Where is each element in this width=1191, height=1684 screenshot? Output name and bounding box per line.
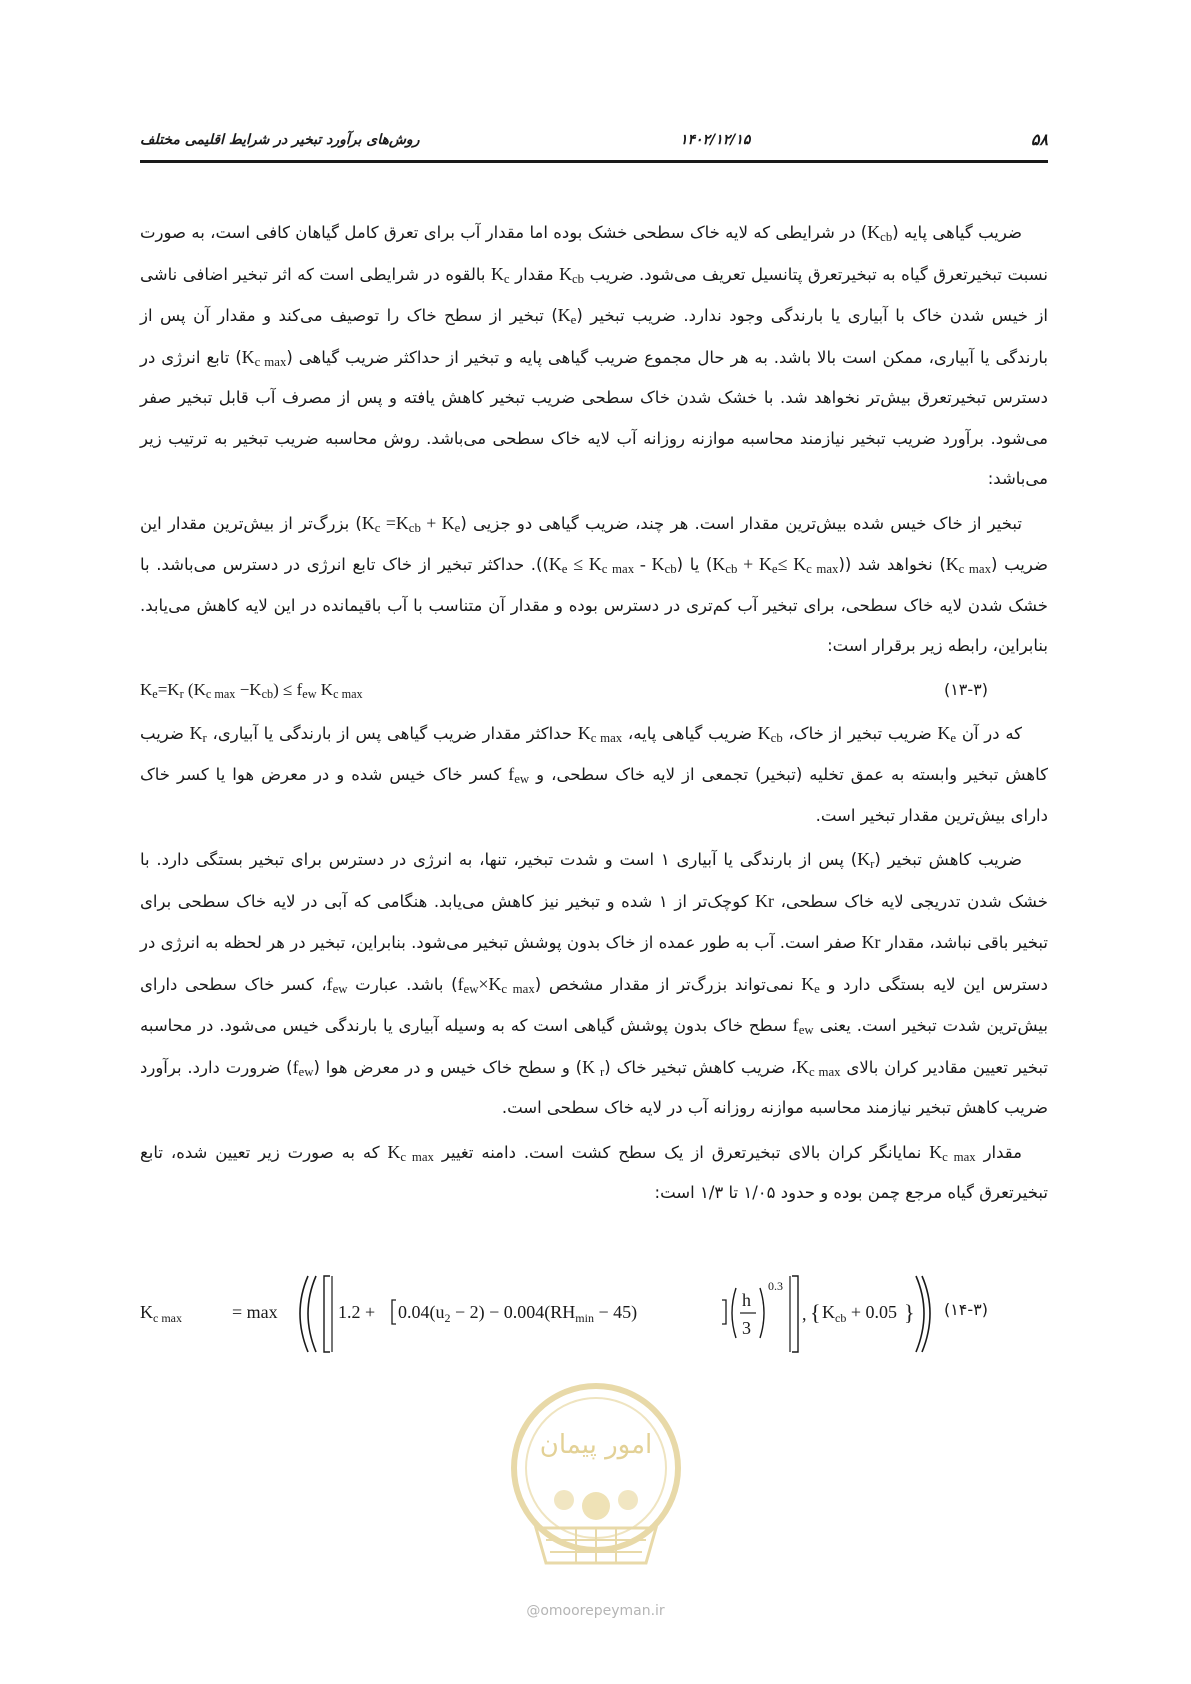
symbol-few: $f_{ew}$ — [326, 973, 348, 996]
body-text — [140, 212, 1048, 1217]
text-run: سطح خاک بدون پوشش گیاهی است که به وسیله آبیاری یا بارندگی خیس می‌شود. در محاسبه تبخیر تعیین مقادیر کران بالای — [140, 1016, 1048, 1077]
text-run: ضریب کاهش تبخیر وابسته به عمق تخلیه (تبخیر) تجمعی از لایه خاک سطحی، و — [140, 723, 1048, 784]
page-number: ۵۸ — [1030, 130, 1048, 149]
text-run: ، ضریب کاهش تبخیر خاک ( — [604, 1057, 797, 1077]
symbol-few: $f_{ew}$ — [508, 764, 530, 787]
eq14-lhs: $K_{c max}$ — [140, 1302, 182, 1325]
text-run: ، کسر خاک سطحی دارای بیش‌ترین شدت تبخیر است. یعنی — [140, 974, 1048, 1035]
equation-13-formula: $K_e=K_r$ $(K_{c max} -K_{cb}) \le f_{ew}$ $K_{c max}$ — [140, 679, 363, 701]
text-run: ضریب تبخیر از خاک، — [782, 723, 938, 743]
left-brace: { — [810, 1300, 821, 1325]
symbol-kr-plain: Kr — [755, 890, 774, 911]
expr-inequality-2: $K_e \le K_{c max} - K_{cb}$ — [548, 554, 677, 577]
text-run: کوچک‌تر از ۱ شده و تبخیر نیز کاهش می‌یابد. هنگامی که آبی در لایه خاک سطحی برای تبخیر باقی نباشد، مقدار — [140, 891, 1049, 952]
right-bracket — [792, 1276, 798, 1352]
text-run: ضریب گیاهی پایه، — [622, 723, 758, 743]
left-paren — [300, 1276, 308, 1352]
symbol-kcmax: $K_{c max}$ — [577, 722, 623, 745]
text-run: بالقوه در شرایطی است که اثر تبخیر اضافی ناشی از خیس شدن خاک با آبیاری یا بارندگی وجود ندارد. ضریب تبخیر ( — [140, 264, 1048, 325]
header-date: ۱۴۰۲/۱۲/۱۵ — [680, 132, 751, 148]
equation-14-formula — [140, 1268, 940, 1358]
symbol-kr: $K_r$ — [189, 722, 207, 745]
paragraph-2 — [140, 503, 1048, 667]
running-title: روش‌های برآورد تبخیر در شرایط اقلیمی مختلف — [140, 132, 420, 148]
text-run: ) در شرایطی که لایه خاک سطحی خشک بوده اما مقدار آب برای تعرق کامل گیاهان کافی است، به صورت نسبت تبخیرتعرق گیاه به تبخیرتعرق پتانسیل تعریف می‌شود. ضریب — [140, 223, 1049, 284]
text-run: نمی‌تواند بزرگ‌تر از مقدار مشخص ( — [534, 974, 802, 994]
symbol-kc: $K_c$ — [491, 263, 510, 286]
eq14-kcb-term: $K_{cb} + 0.05$ — [822, 1302, 897, 1325]
text-run: ضریب گیاهی پایه ( — [892, 223, 1022, 242]
text-run: مقدار — [509, 264, 560, 284]
text-run: ) یا ( — [676, 555, 713, 574]
symbol-few: $f_{ew}$ — [792, 1015, 814, 1038]
text-run: ) نخواهد شد (( — [838, 555, 946, 574]
text-run: ضریب کاهش تبخیر ( — [874, 850, 1022, 869]
text-run: ) و سطح خاک خیس و در معرض هوا ( — [313, 1057, 583, 1077]
page-header — [140, 128, 1048, 156]
text-run: ) بزرگ‌تر از بیش‌ترین مقدار این ضریب ( — [140, 513, 1048, 574]
text-run: کسر خاک خیس شده و در معرض هوا یا کسر خاک دارای بیش‌ترین مقدار تبخیر است. — [140, 765, 1048, 825]
symbol-kcmax: $K_{c max}$ — [945, 554, 992, 577]
inner-right-bracket — [722, 1300, 726, 1324]
paragraph-5 — [140, 1132, 1048, 1214]
symbol-ke: $K_e$ — [557, 305, 577, 328]
symbol-kcmax: $K_{c max}$ — [796, 1056, 841, 1079]
symbol-few: $f_{ew}$ — [292, 1056, 314, 1079]
symbol-kcb: $K_{cb}$ — [559, 263, 585, 286]
text-run: حداکثر مقدار ضریب گیاهی پس از بارندگی یا آبیاری، — [206, 723, 578, 743]
symbol-kcb: $K_{cb}$ — [757, 722, 783, 745]
symbol-kcmax: $K_{c max}$ — [241, 346, 287, 369]
watermark-emblem — [506, 1378, 686, 1588]
symbol-kr: $K_r$ — [857, 849, 875, 872]
text-run: ) تابع انرژی در دسترس تبخیرتعرق بیش‌تر نخواهد شد. با خشک شدن خاک سطحی ضریب تبخیر کاهش یافته و پس از مصرف آب قابل تبخیر صفر می‌شود. برآورد ضریب تبخیر نیازمند محاسبه موازنه روزانه آب لایه خاک سطحی می‌باشد. روش محاسبه ضریب تبخیر به ترتیب زیر می‌باشد: — [140, 347, 1048, 488]
symbol-kr: K $_r$ — [582, 1056, 605, 1079]
frac-denominator: 3 — [742, 1318, 751, 1338]
eq14-comma: , — [802, 1304, 807, 1324]
paragraph-3 — [140, 713, 1048, 837]
paragraph-4 — [140, 839, 1048, 1129]
watermark-logo — [506, 1378, 686, 1588]
expr-kc-sum: $K_c =K_{cb} + K_e$ — [361, 512, 461, 535]
symbol-ke: $K_e$ — [937, 722, 957, 745]
right-paren-inner — [916, 1276, 924, 1352]
text-run: صفر است. آب به طور عمده از خاک بدون پوشش تبخیر می‌شود. بنابراین، تبخیر در هر لحظه به انرژی در دسترس این لایه بستگی دارد و — [140, 933, 1048, 994]
symbol-ke: $K_e$ — [801, 973, 820, 996]
frac-numerator: h — [742, 1290, 751, 1310]
eq14-term-2: $0.04(u_2 - 2) - 0.004(RH_{min} - 45)$ — [398, 1302, 638, 1325]
equation-14-number: (۱۴-۳) — [943, 1300, 988, 1319]
inner-left-bracket — [392, 1300, 396, 1324]
expr-few-kcmax: $f_{ew}\times K_{c max}$ — [457, 973, 535, 996]
text-run: تبخیر از خاک خیس شده بیش‌ترین مقدار است. هر چند، ضریب گیاهی دو جزیی ( — [460, 513, 1022, 533]
text-run: که در آن — [956, 723, 1023, 743]
footer-site-url: @omoorepeyman.ir — [526, 1603, 665, 1619]
text-run: نمایانگر کران بالای تبخیرتعرق از یک سطح کشت است. دامنه تغییر — [433, 1142, 930, 1162]
equation-14 — [140, 1268, 1048, 1358]
text-run: ) ضرورت دارد. برآورد ضریب کاهش تبخیر نیازمند محاسبه موازنه روزانه آب در لایه خاک سطحی است. — [140, 1057, 1048, 1117]
text-run: ) پس از بارندگی یا آبیاری ۱ است و شدت تبخیر، تنها، به انرژی در دسترس برای تبخیر بستگی دارد. با خشک شدن تدریجی لایه خاک سطحی، — [140, 850, 1048, 911]
symbol-kcmax: $K_{c max}$ — [929, 1141, 976, 1164]
equation-13-number: (۱۳-۳) — [943, 679, 988, 699]
watermark-logo-text: امور پیمان — [539, 1430, 653, 1460]
eq14-max: = max — [232, 1302, 278, 1322]
text-run: مقدار — [975, 1142, 1022, 1162]
symbol-kcb: $K_{cb}$ — [867, 222, 893, 245]
paragraph-1 — [140, 212, 1048, 500]
equation-13 — [140, 670, 1048, 710]
text-run: که به صورت زیر تعیین شده، تابع تبخیرتعرق گیاه مرجع چمن بوده و حدود ۱/۰۵ تا ۱/۳ است: — [140, 1142, 1048, 1202]
frac-right-paren — [760, 1288, 764, 1338]
right-brace: } — [904, 1300, 915, 1325]
text-run: ) باشد. عبارت — [347, 974, 458, 994]
left-paren-inner — [308, 1276, 316, 1352]
eq14-term-1: 1.2 + — [338, 1302, 376, 1322]
eq14-exponent: 0.3 — [768, 1279, 783, 1293]
symbol-kr-plain: Kr — [861, 932, 881, 952]
symbol-kcmax: $K_{c max}$ — [387, 1141, 434, 1164]
left-bracket — [324, 1276, 330, 1352]
text-run: )). حداکثر تبخیر از خاک تابع انرژی در دسترس می‌باشد. با خشک شدن لایه خاک سطحی، برای تبخیر آب کم‌تری در دسترس بوده و مقدار آن متناسب با آب باقیمانده در این لایه کاهش می‌یابد. بنابراین، رابطه زیر برقرار است: — [140, 555, 1048, 655]
text-run: ) تبخیر از سطح خاک را توصیف می‌کند و مقدار آن پس از بارندگی یا آبیاری، ممکن است بالا باشد. به هر حال مجموع ضریب گیاهی پایه و تبخیر از حداکثر ضریب گیاهی ( — [140, 306, 1048, 367]
frac-left-paren — [732, 1288, 736, 1338]
expr-inequality-1: $K_{cb} + K_e\le K_{c max}$ — [712, 554, 839, 577]
header-rule — [140, 160, 1048, 163]
